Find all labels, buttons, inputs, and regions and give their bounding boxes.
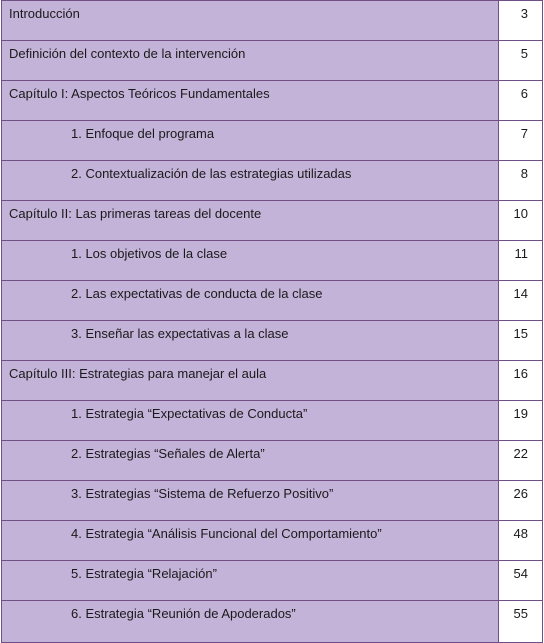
toc-entry-title: 5. Estrategia “Relajación” (2, 561, 499, 601)
toc-entry-title: Introducción (2, 1, 499, 41)
toc-entry-page: 8 (499, 161, 543, 201)
toc-entry-title: 2. Contextualización de las estrategias utilizadas (2, 161, 499, 201)
toc-entry-page: 14 (499, 281, 543, 321)
toc-row (2, 321, 543, 361)
toc-entry-title: 4. Estrategia “Análisis Funcional del Comportamiento” (2, 521, 499, 561)
toc-entry-page: 5 (499, 41, 543, 81)
toc-row (2, 401, 543, 441)
toc-row (2, 561, 543, 601)
toc-entry-title: 2. Estrategias “Señales de Alerta” (2, 441, 499, 481)
toc-entry-page: 48 (499, 521, 543, 561)
toc-row (2, 201, 543, 241)
toc-entry-page: 7 (499, 121, 543, 161)
toc-entry-page: 3 (499, 1, 543, 41)
toc-entry-title: 2. Las expectativas de conducta de la clase (2, 281, 499, 321)
toc-row (2, 121, 543, 161)
toc-entry-page: 11 (499, 241, 543, 281)
toc-entry-title: Definición del contexto de la intervención (2, 41, 499, 81)
toc-row (2, 81, 543, 121)
toc-entry-title: 3. Estrategias “Sistema de Refuerzo Positivo” (2, 481, 499, 521)
toc-entry-title: Capítulo II: Las primeras tareas del docente (2, 201, 499, 241)
toc-entry-title: Capítulo I: Aspectos Teóricos Fundamentales (2, 81, 499, 121)
toc-row (2, 521, 543, 561)
toc-row (2, 601, 543, 643)
toc-entry-page: 10 (499, 201, 543, 241)
toc-body (2, 1, 543, 643)
toc-entry-page: 26 (499, 481, 543, 521)
toc-entry-page: 16 (499, 361, 543, 401)
toc-row (2, 161, 543, 201)
table-of-contents (1, 0, 543, 643)
toc-entry-title: 1. Estrategia “Expectativas de Conducta” (2, 401, 499, 441)
toc-entry-title: 1. Los objetivos de la clase (2, 241, 499, 281)
toc-entry-title: 6. Estrategia “Reunión de Apoderados” (2, 601, 499, 643)
toc-row (2, 1, 543, 41)
toc-entry-title: 3. Enseñar las expectativas a la clase (2, 321, 499, 361)
toc-row (2, 41, 543, 81)
toc-entry-page: 54 (499, 561, 543, 601)
toc-entry-title: Capítulo III: Estrategias para manejar el aula (2, 361, 499, 401)
toc-row (2, 441, 543, 481)
toc-row (2, 241, 543, 281)
toc-entry-page: 15 (499, 321, 543, 361)
toc-entry-page: 19 (499, 401, 543, 441)
toc-entry-page: 55 (499, 601, 543, 643)
toc-entry-page: 22 (499, 441, 543, 481)
toc-entry-title: 1. Enfoque del programa (2, 121, 499, 161)
toc-row (2, 281, 543, 321)
toc-entry-page: 6 (499, 81, 543, 121)
toc-row (2, 481, 543, 521)
toc-row (2, 361, 543, 401)
